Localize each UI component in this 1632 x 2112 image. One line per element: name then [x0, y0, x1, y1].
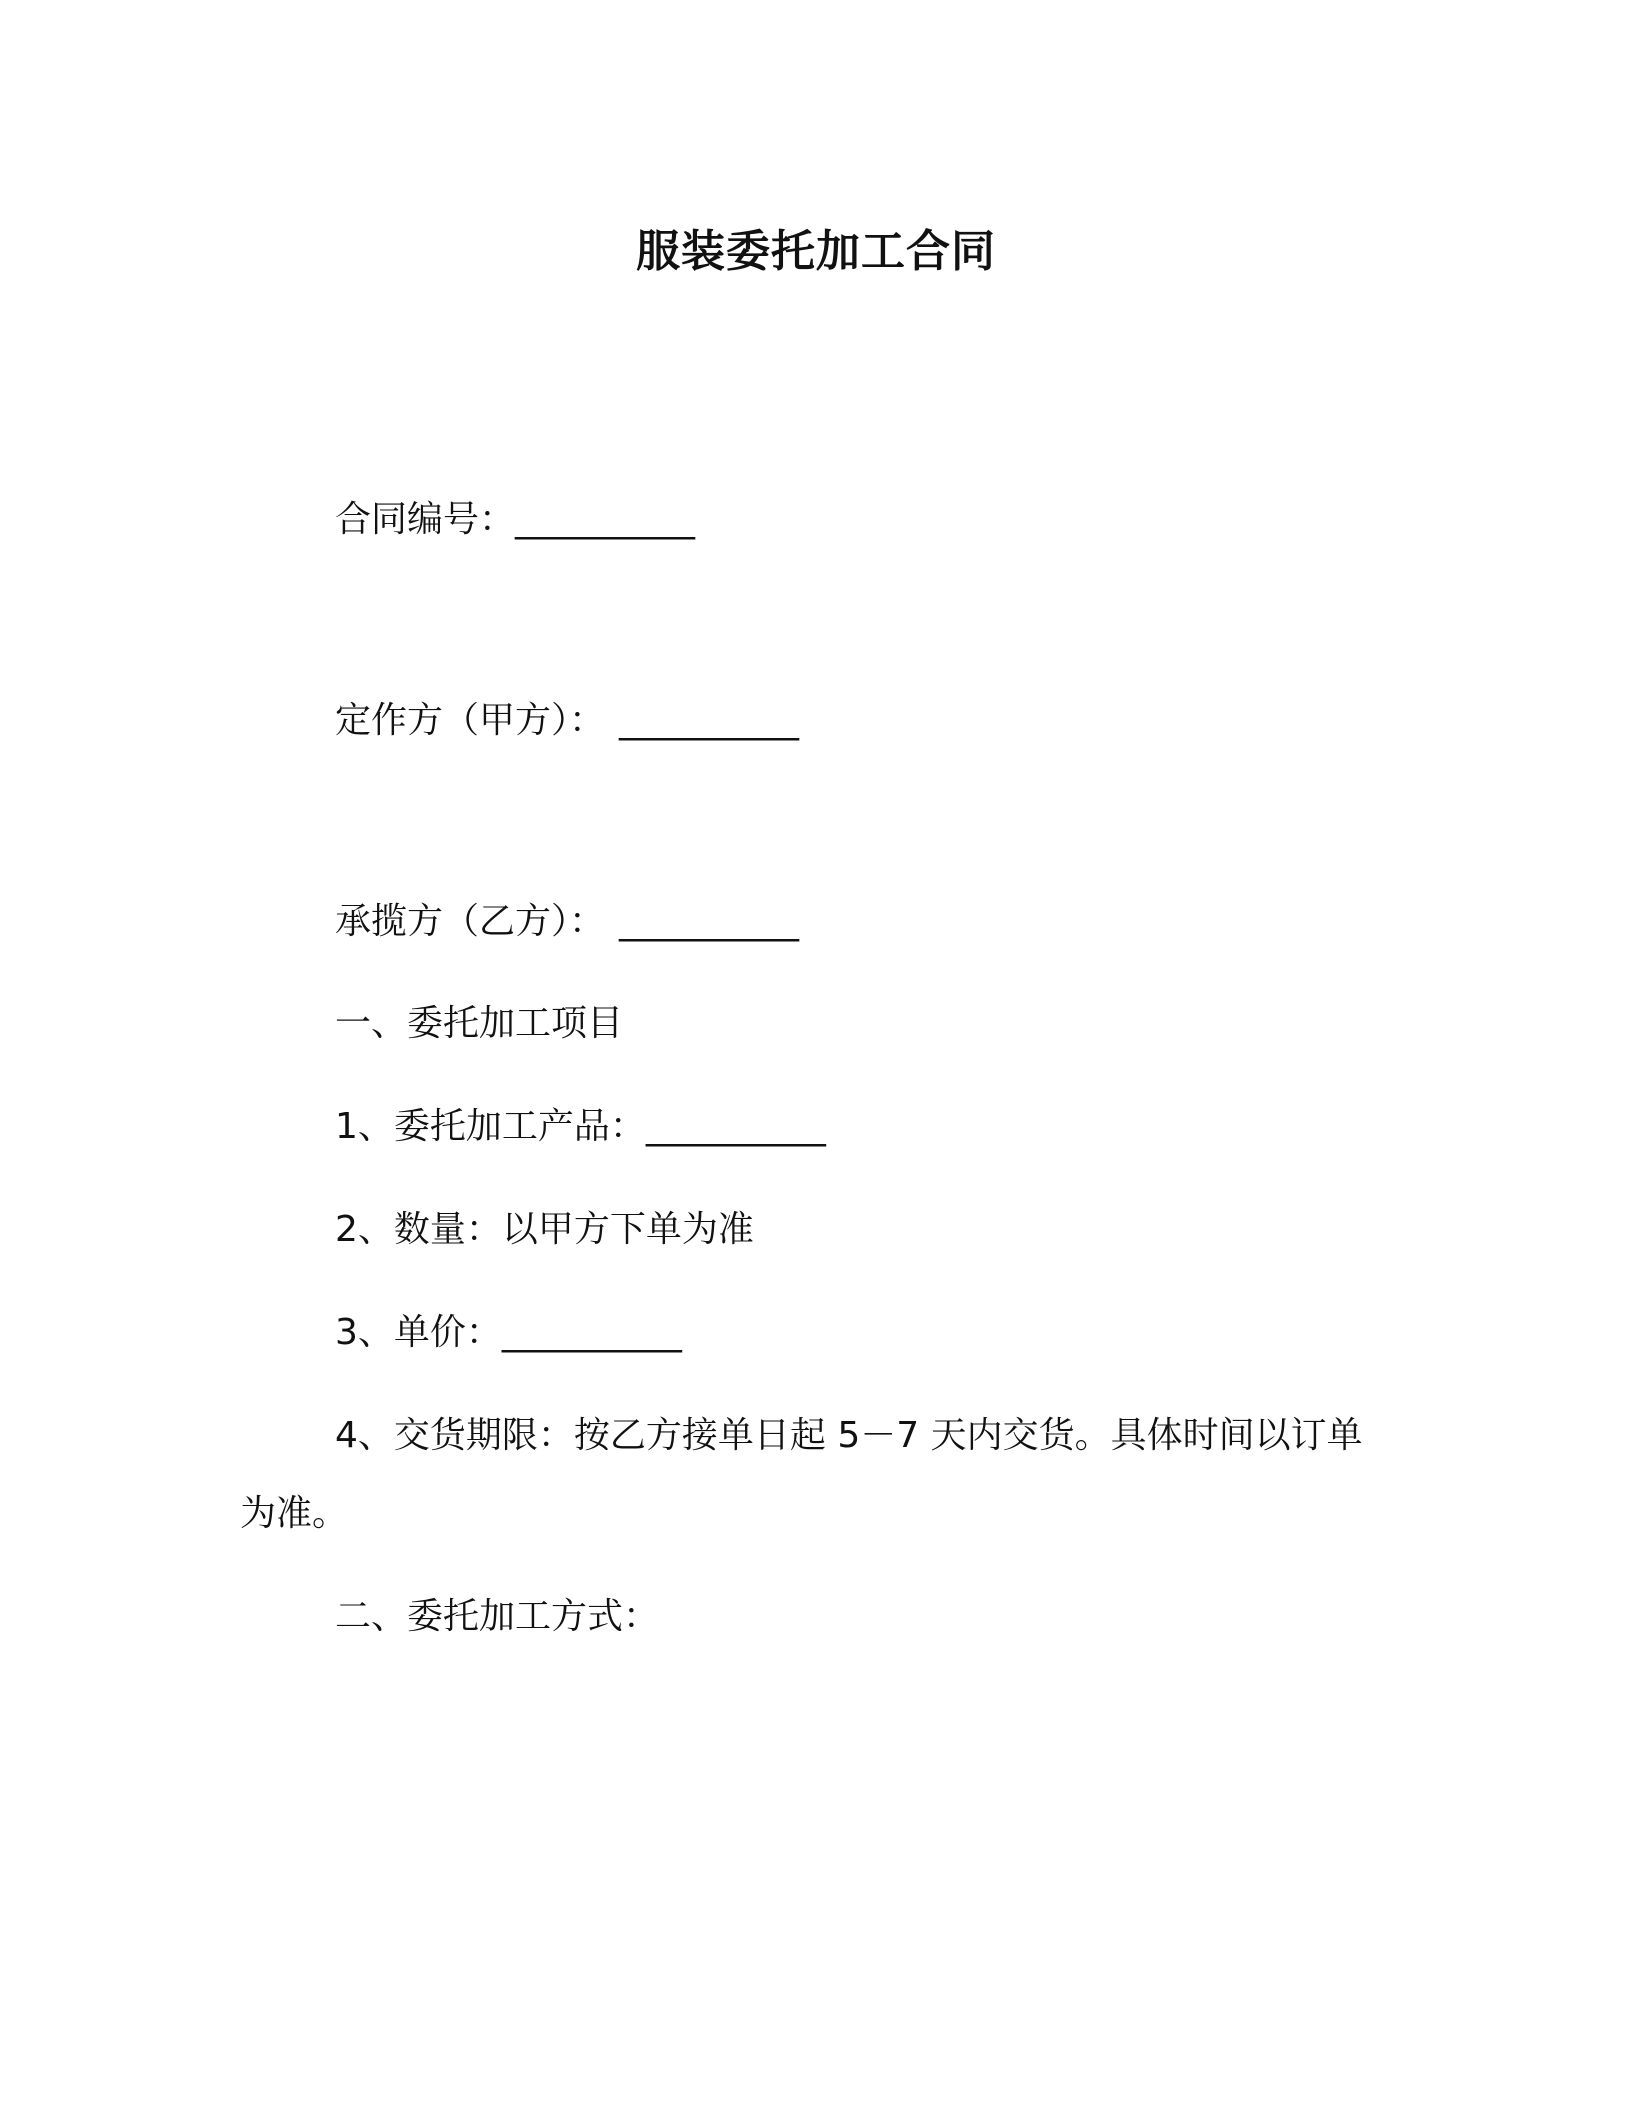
item1-blank: __________	[645, 1106, 826, 1147]
section2-heading: 二、委托加工方式：	[335, 1596, 660, 1637]
contract-number-label: 合同编号：	[335, 499, 516, 540]
party-b-label: 承揽方（乙方）：	[335, 901, 606, 942]
item4-line1: 4、交货期限：按乙方接单日起 5－7 天内交货。具体时间以订单	[335, 1415, 1363, 1456]
party-a-blank: __________	[619, 700, 800, 741]
item3-blank: __________	[501, 1312, 682, 1353]
section1-heading: 一、委托加工项目	[335, 1003, 624, 1044]
party-a-line	[335, 696, 799, 746]
item2-line: 2、数量：以甲方下单为准	[335, 1209, 754, 1250]
item3-label: 3、单价：	[335, 1312, 502, 1353]
item3-line	[335, 1308, 682, 1358]
contract-number-line	[335, 495, 695, 545]
party-b-line	[335, 897, 799, 947]
item1-line	[335, 1102, 826, 1152]
item1-label: 1、委托加工产品：	[335, 1106, 646, 1147]
party-a-label: 定作方（甲方）：	[335, 700, 606, 741]
document-title: 服装委托加工合同	[636, 226, 996, 277]
party-b-blank: __________	[619, 901, 800, 942]
item4-line2: 为准。	[240, 1493, 349, 1534]
contract-number-blank: __________	[515, 499, 696, 540]
